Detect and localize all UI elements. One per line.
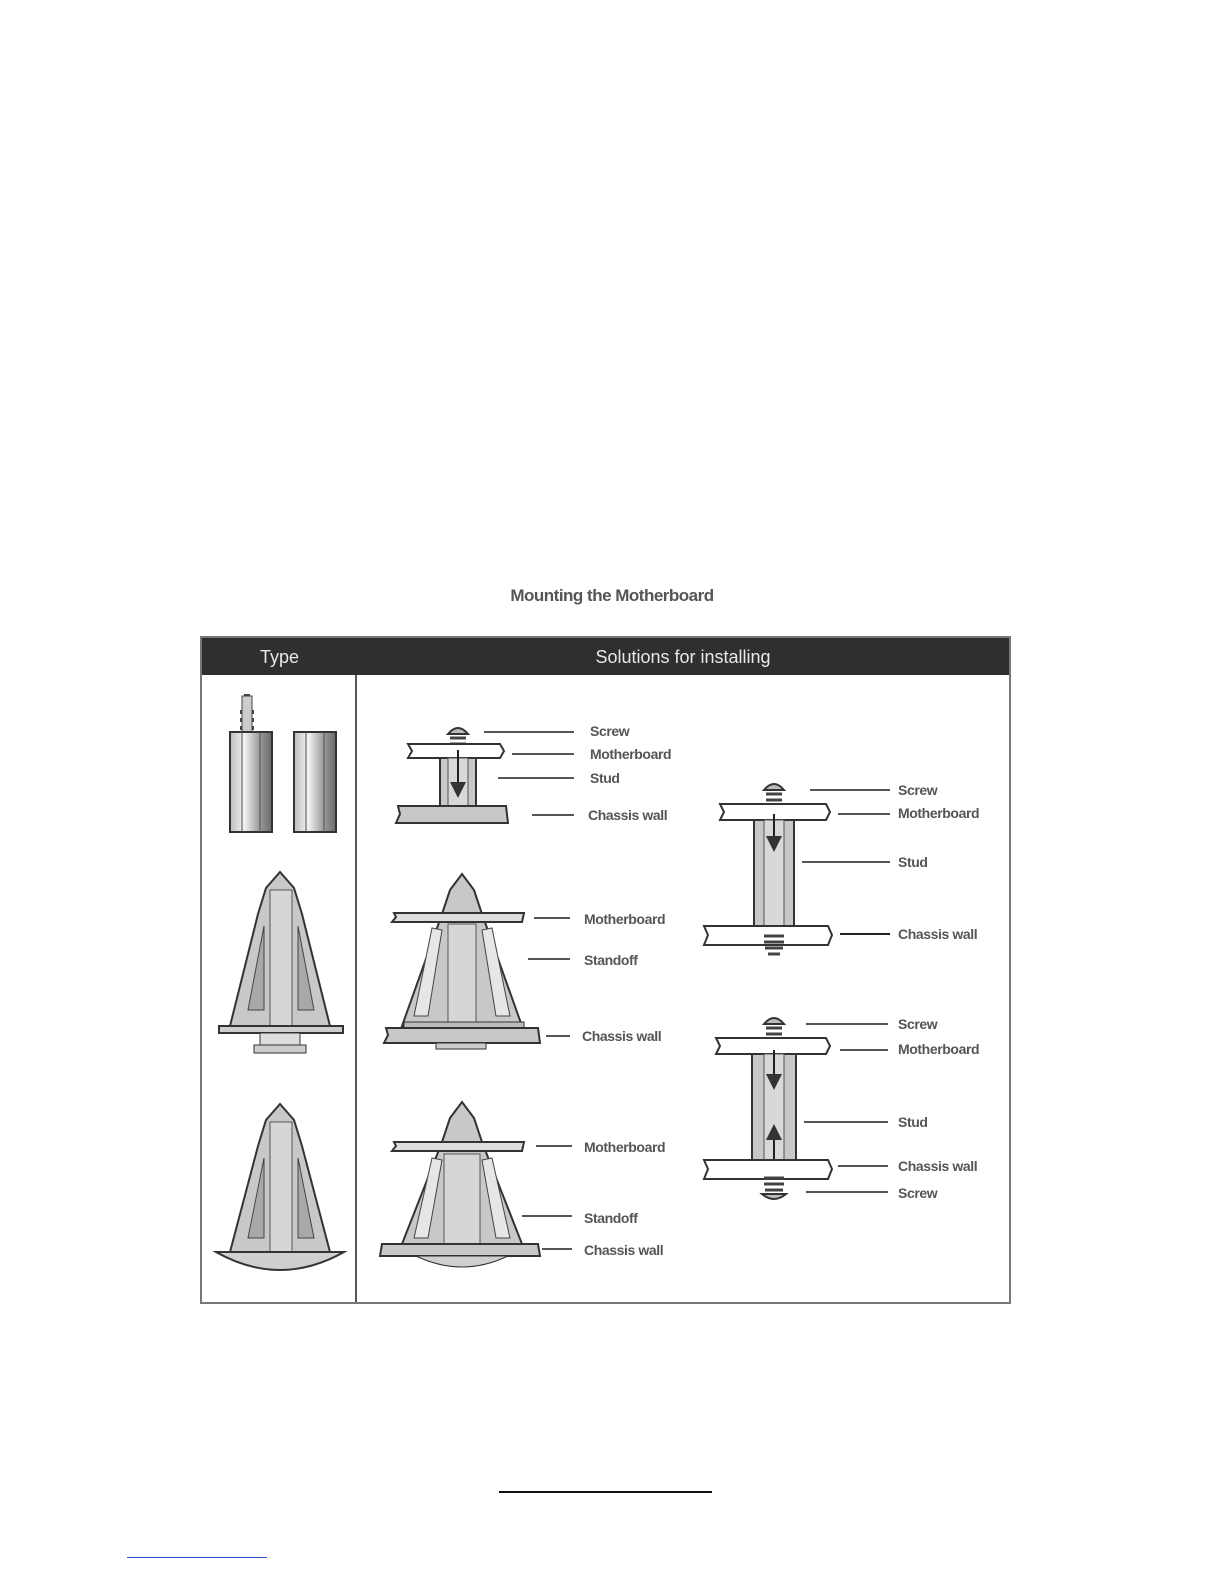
solution-standoff-diagram [384,874,540,1049]
label-chassis-wall-3: Chassis wall [584,1242,664,1258]
label-chassis-wall-2: Chassis wall [582,1028,662,1044]
solution-long-stud-diagram [704,784,832,954]
solution-stud-screw-diagram [396,728,508,823]
label-standoff-3: Standoff [584,1210,638,1226]
label-motherboard-3: Motherboard [584,1139,666,1155]
label-screw-6: Screw [898,1185,938,1201]
label-stud-4: Stud [898,854,928,870]
solution-curved-standoff-diagram [380,1102,540,1267]
footer-rule [499,1491,712,1493]
label-chassis-wall-4: Chassis wall [898,926,978,942]
page-title: Mounting the Motherboard [510,586,714,605]
mounting-diagram-figure [200,636,1011,1304]
label-chassis-wall-5: Chassis wall [898,1158,978,1174]
label-stud-5: Stud [898,1114,928,1130]
diagram-canvas [202,638,1009,1302]
label-motherboard-2: Motherboard [584,911,666,927]
type-hollow-stud-icon [294,732,336,832]
header-type: Type [259,647,300,667]
label-standoff-2: Standoff [584,952,638,968]
label-motherboard-1: Motherboard [590,746,672,762]
type-curved-standoff-icon [216,1104,344,1270]
label-screw-1: Screw [590,723,630,739]
label-screw-5: Screw [898,1016,938,1032]
label-screw-4: Screw [898,782,938,798]
footer-link-underline[interactable] [127,1557,267,1558]
header-solutions: Solutions for installing [595,647,771,667]
label-stud-1: Stud [590,770,620,786]
solution-double-screw-stud-diagram [704,1018,832,1199]
label-motherboard-4: Motherboard [898,805,980,821]
type-standoff-icon [219,872,343,1053]
type-threaded-stud-icon [230,696,272,832]
label-motherboard-5: Motherboard [898,1041,980,1057]
label-chassis-wall-1: Chassis wall [588,807,668,823]
